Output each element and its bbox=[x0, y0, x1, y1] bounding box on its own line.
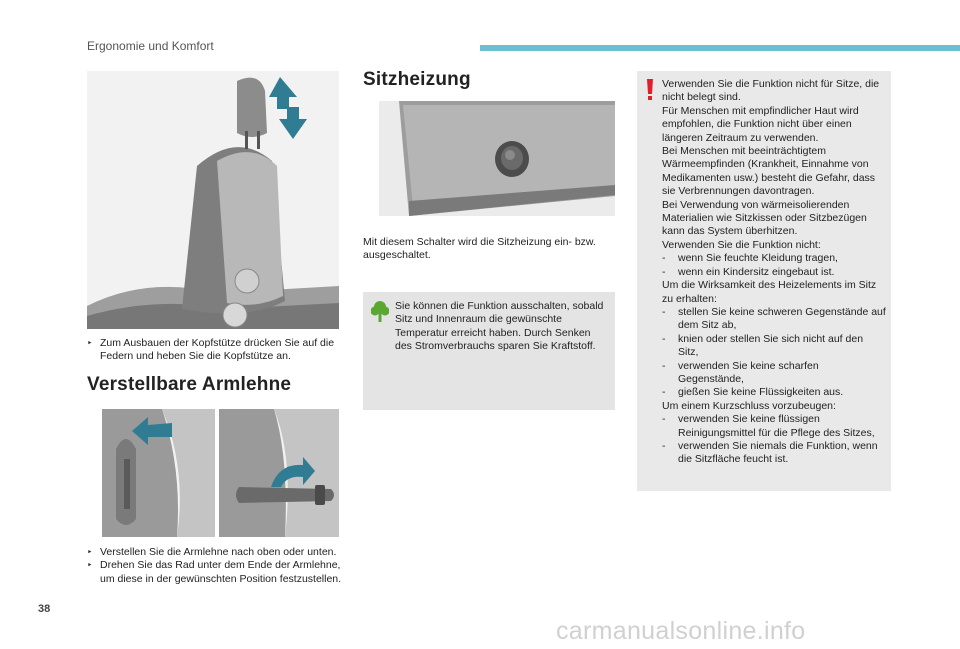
warning-list-item: - knien oder stellen Sie sich nicht auf den Sitz, bbox=[662, 333, 886, 360]
warning-list-item: - wenn ein Kindersitz eingebaut ist. bbox=[662, 266, 886, 279]
warning-paragraph: Für Menschen mit empfindlicher Haut wird empfohlen, die Funktion nicht über einen längeren Zeitraum zu verwenden. bbox=[662, 104, 859, 144]
eco-tip-box bbox=[363, 292, 615, 410]
rotate-arrow-icon bbox=[132, 413, 176, 447]
warning-paragraph: Bei Verwendung von wärmeisolierenden Materialien wie Sitzkissen oder Sitzbezügen kann das System überhitzen. bbox=[662, 198, 867, 238]
page-number: 38 bbox=[38, 603, 51, 615]
curved-arrow-icon bbox=[269, 457, 315, 489]
headrest-instruction: ‣ Zum Ausbauen der Kopfstütze drücken Sie auf die Federn und heben Sie die Kopfstütze an. bbox=[87, 337, 352, 364]
armrest-figure-wheel bbox=[219, 409, 339, 537]
armrest-figure-up-down bbox=[102, 409, 215, 537]
warning-list-item: - verwenden Sie niemals die Funktion, wenn die Sitzfläche feucht ist. bbox=[662, 440, 886, 467]
warning-box bbox=[637, 71, 891, 491]
armrest-bullet: ‣ Verstellen Sie die Armlehne nach oben oder unten. bbox=[87, 546, 343, 559]
warning-list-item: - verwenden Sie keine flüssigen Reinigungsmittel für die Pflege des Sitzes, bbox=[662, 413, 886, 440]
warning-text bbox=[662, 78, 886, 467]
warning-list-item: - verwenden Sie keine scharfen Gegenstände, bbox=[662, 360, 886, 387]
section-title: Ergonomie und Komfort bbox=[87, 39, 214, 53]
up-down-arrow-icon bbox=[263, 77, 313, 139]
armrest-bullet: ‣ Drehen Sie das Rad unter dem Ende der Armlehne, um diese in der gewünschten Position festzustellen. bbox=[87, 559, 343, 586]
watermark: carmanualsonline.info bbox=[556, 617, 806, 645]
seat-heating-heading: Sitzheizung bbox=[363, 69, 471, 90]
warning-list-item: - gießen Sie keine Flüssigkeiten aus. bbox=[662, 386, 886, 399]
warning-paragraph: Verwenden Sie die Funktion nicht: bbox=[662, 238, 821, 251]
warning-list-item: - stellen Sie keine schweren Gegenstände auf dem Sitz ab, bbox=[662, 306, 886, 333]
heating-switch-figure bbox=[379, 101, 615, 216]
heating-switch-illustration bbox=[379, 101, 615, 216]
seat-heating-description: Mit diesem Schalter wird die Sitzheizung ein- bzw. ausgeschaltet. bbox=[363, 236, 596, 262]
warning-paragraph: Um einem Kurzschluss vorzubeugen: bbox=[662, 399, 836, 412]
headrest-figure bbox=[87, 71, 339, 329]
warning-paragraph: Um die Wirksamkeit des Heizelements im Sitz zu erhalten: bbox=[662, 279, 877, 305]
eco-tip-text: Sie können die Funktion ausschalten, sobald Sitz und Innenraum die gewünschte Temperatur erreicht haben. Durch Senken des Stromverbrauchs sparen Sie Kraftstoff. bbox=[395, 300, 604, 353]
warning-list-item: - wenn Sie feuchte Kleidung tragen, bbox=[662, 252, 886, 265]
header-accent-bar bbox=[480, 45, 960, 51]
warning-paragraph: Bei Menschen mit beeinträchtigtem Wärmeempfinden (Krankheit, Einnahme von Medikamenten usw.) besteht die Gefahr, dass sie Verbrennungen davontragen. bbox=[662, 145, 876, 198]
exclamation-icon bbox=[645, 79, 655, 101]
tree-eco-icon bbox=[371, 300, 389, 322]
armrest-heading: Verstellbare Armlehne bbox=[87, 374, 292, 395]
armrest-instructions bbox=[87, 546, 343, 586]
warning-paragraph: Verwenden Sie die Funktion nicht für Sitze, die nicht belegt sind. bbox=[662, 78, 880, 104]
